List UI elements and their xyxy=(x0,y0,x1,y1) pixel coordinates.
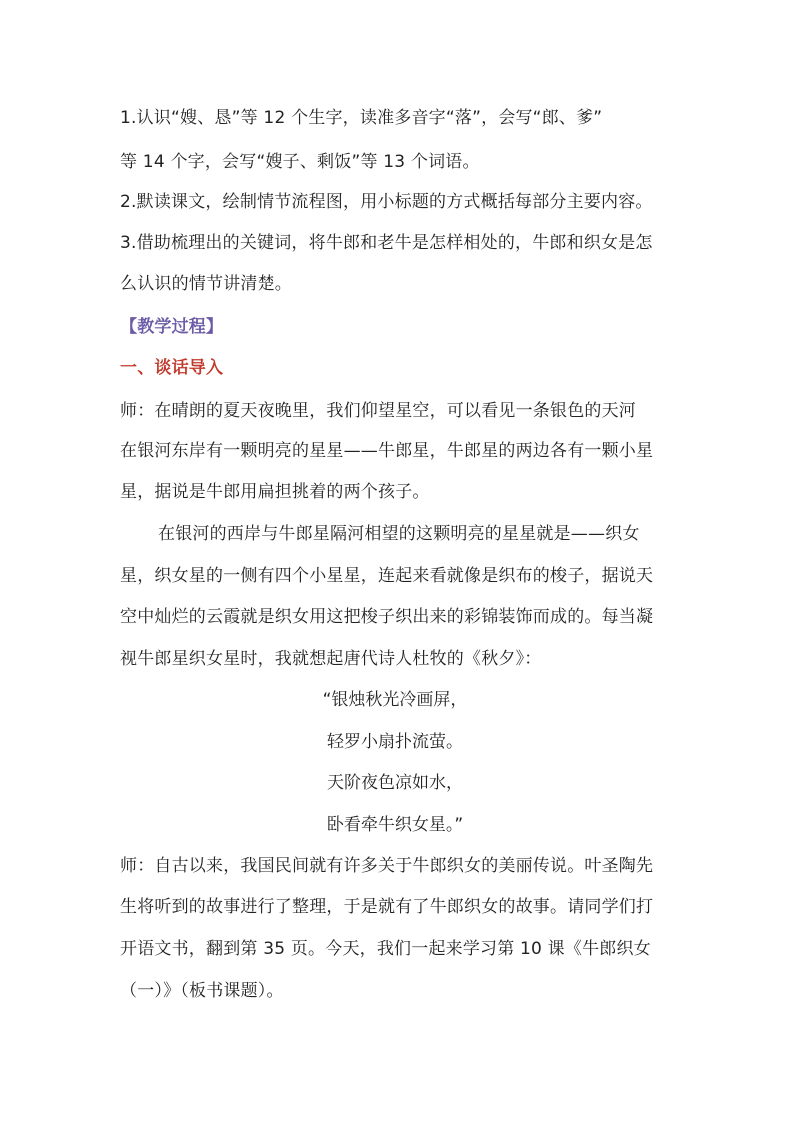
paragraph-3-line-2: 生将听到的故事进行了整理，于是就有了牛郎织女的故事。请同学们打 xyxy=(120,897,654,917)
poem-line-2: 轻罗小扇扑流萤。 xyxy=(327,732,463,752)
poem-line-3: 天阶夜色凉如水， xyxy=(327,773,463,793)
objective-1-line-1: 1.认识“嫂、恳”等 12 个生字，读准多音字“落”，会写“郎、爹” xyxy=(120,108,603,128)
paragraph-1-line-3: 星，据说是牛郎用扁担挑着的两个孩子。 xyxy=(120,482,430,502)
objective-3-line-1: 3.借助梳理出的关键词，将牛郎和老牛是怎样相处的，牛郎和织女是怎 xyxy=(120,233,653,253)
paragraph-2-line-1: 在银河的西岸与牛郎星隔河相望的这颗明亮的星星就是——织女 xyxy=(158,524,640,544)
section-heading-intro: 一、谈话导入 xyxy=(120,358,224,378)
paragraph-3-line-1: 师：自古以来，我国民间就有许多关于牛郎织女的美丽传说。叶圣陶先 xyxy=(120,856,654,876)
poem-line-1: “银烛秋光冷画屏， xyxy=(322,690,468,710)
paragraph-2-line-3: 空中灿烂的云霞就是织女用这把梭子织出来的彩锦装饰而成的。每当凝 xyxy=(120,607,654,627)
paragraph-3-line-4: （一）》（板书课题）。 xyxy=(120,981,284,1001)
objective-3-line-2: 么认识的情节讲清楚。 xyxy=(120,274,292,294)
paragraph-1-line-1: 师：在晴朗的夏天夜晚里，我们仰望星空，可以看见一条银色的天河 xyxy=(120,401,636,421)
paragraph-3-line-3: 开语文书，翻到第 35 页。今天，我们一起来学习第 10 课《牛郎织女 xyxy=(120,939,651,959)
objective-2: 2.默读课文，绘制情节流程图，用小标题的方式概括每部分主要内容。 xyxy=(120,192,653,212)
paragraph-2-line-4: 视牛郎星织女星时，我就想起唐代诗人杜牧的《秋夕》： xyxy=(120,649,542,669)
process-heading: 【教学过程】 xyxy=(120,317,224,337)
poem-line-4: 卧看牵牛织女星。” xyxy=(326,815,464,835)
paragraph-1-line-2: 在银河东岸有一颗明亮的星星——牛郎星，牛郎星的两边各有一颗小星 xyxy=(120,441,654,461)
paragraph-2-line-2: 星，织女星的一侧有四个小星星，连起来看就像是织布的梭子，据说天 xyxy=(120,566,654,586)
objective-1-line-2: 等 14 个字，会写“嫂子、剩饭”等 13 个词语。 xyxy=(120,152,480,172)
